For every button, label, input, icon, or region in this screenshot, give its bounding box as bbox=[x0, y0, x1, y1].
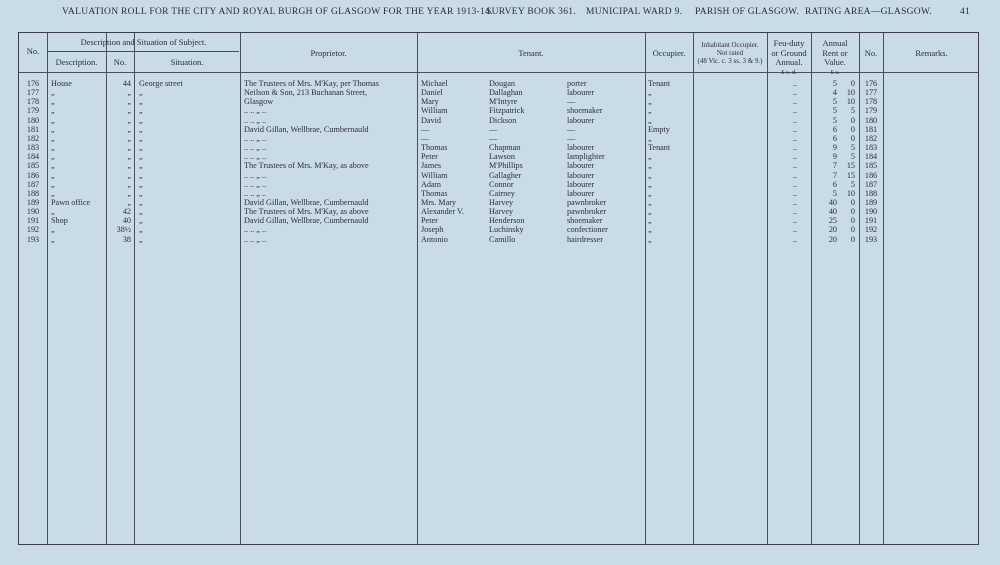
cell-l: 40 bbox=[828, 197, 837, 207]
cell-t1: Peter bbox=[421, 216, 438, 226]
cell-feu: .. bbox=[792, 106, 797, 116]
cell-t2: Camillo bbox=[489, 234, 516, 244]
cell-num: 38 bbox=[122, 234, 131, 244]
col-occupier: Occupier. bbox=[652, 48, 686, 58]
cell-no3: 182 bbox=[864, 133, 878, 143]
cell-no: 184 bbox=[26, 152, 40, 162]
cell-occ: „ bbox=[648, 197, 652, 207]
cell-no: 189 bbox=[26, 197, 40, 207]
cell-l: 9 bbox=[832, 143, 837, 153]
cell-no: 179 bbox=[26, 106, 40, 116]
cell-l: 25 bbox=[828, 216, 837, 226]
cell-desc: House bbox=[51, 79, 72, 88]
cell-sit: „ bbox=[139, 234, 143, 244]
cell-l: 20 bbox=[828, 234, 837, 244]
cell-t2: Harvey bbox=[489, 207, 514, 217]
cell-feu: .. bbox=[792, 143, 797, 153]
cell-no: 177 bbox=[26, 88, 40, 98]
cell-s: 0 bbox=[850, 133, 855, 143]
cell-s: 15 bbox=[846, 170, 855, 180]
cell-no3: 176 bbox=[864, 79, 878, 88]
cell-occ: Empty bbox=[648, 124, 670, 134]
cell-s: 5 bbox=[850, 143, 855, 153]
cell-feu: .. bbox=[792, 97, 797, 107]
cell-desc: „ bbox=[51, 133, 55, 143]
cell-s: 15 bbox=[846, 161, 855, 171]
cell-prop: .. .. „ .. bbox=[244, 133, 267, 143]
cell-sit: „ bbox=[139, 88, 143, 98]
cell-t2: — bbox=[489, 124, 498, 134]
cell-no3: 193 bbox=[864, 234, 878, 244]
cell-no3: 180 bbox=[864, 115, 878, 125]
cell-s: 10 bbox=[846, 88, 855, 98]
cell-desc: „ bbox=[51, 188, 55, 198]
cell-t2: Lawson bbox=[489, 152, 515, 162]
cell-s: 0 bbox=[850, 124, 855, 134]
cell-l: 5 bbox=[832, 115, 837, 125]
cell-prop: The Trustees of Mrs. M'Kay, as above bbox=[244, 207, 369, 217]
municipal-ward: MUNICIPAL WARD 9. bbox=[586, 7, 683, 17]
cell-feu: .. bbox=[792, 188, 797, 198]
cell-feu: .. bbox=[792, 124, 797, 134]
cell-feu: .. bbox=[792, 234, 797, 244]
feu-line-1: Feu-duty bbox=[773, 38, 805, 48]
cell-prop: David Gillan, Wellbrae, Cumbernauld bbox=[244, 216, 369, 226]
cell-t1: William bbox=[421, 106, 448, 116]
feu-line-3: Annual. bbox=[775, 57, 803, 67]
cell-occ: „ bbox=[648, 88, 652, 98]
cell-desc: Shop bbox=[51, 216, 68, 226]
col-situation: Situation. bbox=[170, 57, 204, 67]
cell-l: 6 bbox=[832, 124, 837, 134]
cell-t1: Thomas bbox=[421, 188, 448, 198]
cell-num: 40 bbox=[122, 216, 131, 226]
cell-desc: „ bbox=[51, 124, 55, 134]
feu-lsd: £ s. d. bbox=[781, 68, 797, 76]
cell-l: 5 bbox=[832, 188, 837, 198]
cell-desc: „ bbox=[51, 225, 55, 235]
cell-t2: Fitzpatrick bbox=[489, 106, 525, 116]
cell-t3: pawnbroker bbox=[567, 207, 607, 217]
cell-desc: „ bbox=[51, 88, 55, 98]
cell-num: „ bbox=[127, 88, 131, 98]
cell-prop: .. .. „ .. bbox=[244, 143, 267, 153]
cell-occ: „ bbox=[648, 234, 652, 244]
cell-desc: „ bbox=[51, 179, 55, 189]
cell-sit: „ bbox=[139, 106, 143, 116]
col-description-group: Description and Situation of Subject. bbox=[80, 37, 207, 47]
cell-num: „ bbox=[127, 197, 131, 207]
cell-t3: shoemaker bbox=[567, 106, 603, 116]
cell-s: 0 bbox=[850, 207, 855, 217]
cell-no3: 188 bbox=[864, 188, 878, 198]
inhabitant-line-3: (48 Vic. c. 3 ss. 3 & 9.) bbox=[697, 57, 763, 65]
cell-no3: 181 bbox=[864, 124, 878, 134]
cell-s: 0 bbox=[850, 79, 855, 88]
cell-s: 5 bbox=[850, 106, 855, 116]
rent-line-1: Annual bbox=[822, 38, 848, 48]
cell-l: 5 bbox=[832, 106, 837, 116]
cell-t1: — bbox=[421, 124, 430, 134]
cell-no3: 189 bbox=[864, 197, 878, 207]
cell-no: 186 bbox=[26, 170, 40, 180]
cell-sit: „ bbox=[139, 207, 143, 217]
cell-feu: .. bbox=[792, 197, 797, 207]
cell-t3: — bbox=[567, 124, 576, 134]
cell-num: „ bbox=[127, 179, 131, 189]
cell-t3: lamplighter bbox=[567, 152, 605, 162]
cell-s: 10 bbox=[846, 97, 855, 107]
inhabitant-line-1: Inhabitant Occupier. bbox=[701, 41, 759, 49]
roll-title: VALUATION ROLL FOR THE CITY AND ROYAL BURGH OF GLASGOW FOR THE YEAR 1913-14. bbox=[62, 7, 493, 17]
cell-occ: „ bbox=[648, 97, 652, 107]
cell-occ: „ bbox=[648, 179, 652, 189]
cell-no3: 186 bbox=[864, 170, 878, 180]
cell-t2: Connor bbox=[489, 179, 514, 189]
cell-sit: „ bbox=[139, 133, 143, 143]
cell-prop: .. .. „ .. bbox=[244, 225, 267, 235]
cell-prop: .. .. „ .. bbox=[244, 152, 267, 162]
cell-s: 0 bbox=[850, 225, 855, 235]
cell-sit: George street bbox=[139, 79, 183, 88]
feu-line-2: or Ground bbox=[771, 47, 807, 58]
page-number: 41 bbox=[960, 7, 971, 17]
cell-desc: „ bbox=[51, 97, 55, 107]
cell-l: 7 bbox=[832, 161, 837, 171]
cell-num: 44 bbox=[122, 79, 131, 88]
cell-t1: Antonio bbox=[421, 234, 448, 244]
cell-l: 4 bbox=[832, 88, 837, 98]
cell-no: 190 bbox=[26, 207, 40, 217]
cell-desc: „ bbox=[51, 170, 55, 180]
col-feu-duty bbox=[767, 39, 811, 77]
cell-t1: — bbox=[421, 133, 430, 143]
cell-prop: The Trustees of Mrs. M'Kay, as above bbox=[244, 161, 369, 171]
cell-no: 181 bbox=[26, 124, 40, 134]
cell-l: 6 bbox=[832, 179, 837, 189]
cell-feu: .. bbox=[792, 88, 797, 98]
cell-t1: David bbox=[421, 115, 442, 125]
cell-num: „ bbox=[127, 124, 131, 134]
cell-occ: „ bbox=[648, 225, 652, 235]
survey-book: SURVEY BOOK 361. bbox=[486, 7, 576, 17]
cell-feu: .. bbox=[792, 207, 797, 217]
cell-desc: Pawn office bbox=[51, 197, 91, 207]
cell-t2: Gallagher bbox=[489, 170, 522, 180]
cell-no3: 177 bbox=[864, 88, 878, 98]
cell-l: 5 bbox=[832, 79, 837, 88]
cell-desc: „ bbox=[51, 234, 55, 244]
cell-t1: Adam bbox=[421, 179, 442, 189]
cell-no3: 183 bbox=[864, 143, 878, 153]
rating-area: RATING AREA—GLASGOW. bbox=[805, 7, 933, 17]
cell-no: 191 bbox=[26, 216, 40, 226]
cell-no: 180 bbox=[26, 115, 40, 125]
cell-t3: labourer bbox=[567, 88, 595, 98]
cell-no: 187 bbox=[26, 179, 40, 189]
cell-no3: 184 bbox=[864, 152, 878, 162]
cell-num: „ bbox=[127, 106, 131, 116]
cell-t2: Dallaghan bbox=[489, 88, 523, 98]
parish: PARISH OF GLASGOW. bbox=[695, 7, 800, 17]
cell-num: „ bbox=[127, 188, 131, 198]
cell-no: 176 bbox=[26, 79, 40, 88]
cell-no: 185 bbox=[26, 161, 40, 171]
cell-desc: „ bbox=[51, 161, 55, 171]
col-description: Description. bbox=[55, 57, 98, 67]
cell-desc: „ bbox=[51, 207, 55, 217]
cell-prop: David Gillan, Wellbrae, Cumbernauld bbox=[244, 124, 369, 134]
cell-t2: — bbox=[489, 133, 498, 143]
cell-feu: .. bbox=[792, 133, 797, 143]
cell-s: 10 bbox=[846, 188, 855, 198]
cell-t3: — bbox=[567, 97, 576, 107]
cell-occ: „ bbox=[648, 170, 652, 180]
cell-desc: „ bbox=[51, 115, 55, 125]
cell-t2: M'Intyre bbox=[489, 97, 518, 107]
cell-occ: „ bbox=[648, 106, 652, 116]
cell-feu: .. bbox=[792, 161, 797, 171]
cell-t1: William bbox=[421, 170, 448, 180]
cell-desc: „ bbox=[51, 106, 55, 116]
cell-t1: Peter bbox=[421, 152, 438, 162]
cell-l: 6 bbox=[832, 133, 837, 143]
cell-t3: porter bbox=[567, 79, 587, 88]
cell-t2: Chapman bbox=[489, 143, 521, 153]
cell-t3: labourer bbox=[567, 188, 595, 198]
cell-s: 0 bbox=[850, 115, 855, 125]
cell-no3: 192 bbox=[864, 225, 878, 235]
cell-sit: „ bbox=[139, 225, 143, 235]
cell-t3: labourer bbox=[567, 179, 595, 189]
cell-no3: 191 bbox=[864, 216, 878, 226]
cell-t2: Dickson bbox=[489, 115, 517, 125]
cell-t1: Mary bbox=[421, 97, 439, 107]
cell-occ: „ bbox=[648, 133, 652, 143]
cell-prop: The Trustees of Mrs. M'Kay, per Thomas bbox=[244, 79, 379, 88]
col-inhabitant-occupier bbox=[693, 41, 767, 65]
cell-l: 20 bbox=[828, 225, 837, 235]
cell-t2: Henderson bbox=[489, 216, 525, 226]
cell-t1: Alexander V. bbox=[421, 207, 464, 217]
cell-num: 42 bbox=[122, 207, 131, 217]
cell-num: „ bbox=[127, 161, 131, 171]
cell-t2: Cairney bbox=[489, 188, 515, 198]
cell-t2: Harvey bbox=[489, 197, 514, 207]
cell-prop: .. .. „ .. bbox=[244, 115, 267, 125]
valuation-table bbox=[18, 32, 979, 545]
col-no: No. bbox=[26, 46, 40, 56]
cell-occ: „ bbox=[648, 161, 652, 171]
rent-line-2: Rent or bbox=[822, 47, 848, 58]
col-tenant: Tenant. bbox=[518, 48, 544, 58]
cell-prop: .. .. „ .. bbox=[244, 188, 267, 198]
inhabitant-line-2: Not rated bbox=[716, 49, 744, 57]
cell-l: 7 bbox=[832, 170, 837, 180]
cell-l: 9 bbox=[832, 152, 837, 162]
cell-s: 0 bbox=[850, 234, 855, 244]
cell-sit: „ bbox=[139, 152, 143, 162]
cell-sit: „ bbox=[139, 115, 143, 125]
cell-prop: Glasgow bbox=[244, 97, 274, 107]
cell-sit: „ bbox=[139, 161, 143, 171]
cell-t2: Luchinsky bbox=[489, 225, 524, 235]
cell-t3: labourer bbox=[567, 143, 595, 153]
cell-t3: pawnbroker bbox=[567, 197, 607, 207]
col-remarks: Remarks. bbox=[915, 48, 948, 58]
cell-feu: .. bbox=[792, 216, 797, 226]
cell-prop: .. .. „ .. bbox=[244, 106, 267, 116]
cell-occ: Tenant bbox=[648, 143, 671, 153]
cell-s: 0 bbox=[850, 197, 855, 207]
cell-t3: shoemaker bbox=[567, 216, 603, 226]
cell-no: 193 bbox=[26, 234, 40, 244]
cell-t2: Dougan bbox=[489, 79, 515, 88]
col-number: No. bbox=[113, 57, 127, 67]
cell-feu: .. bbox=[792, 170, 797, 180]
cell-t1: Mrs. Mary bbox=[421, 197, 457, 207]
cell-occ: „ bbox=[648, 152, 652, 162]
cell-prop: .. .. „ .. bbox=[244, 179, 267, 189]
cell-sit: „ bbox=[139, 197, 143, 207]
cell-sit: „ bbox=[139, 216, 143, 226]
cell-no: 182 bbox=[26, 133, 40, 143]
cell-no: 178 bbox=[26, 97, 40, 107]
rent-ls: £ s. bbox=[830, 68, 840, 76]
cell-no: 192 bbox=[26, 225, 40, 235]
cell-sit: „ bbox=[139, 170, 143, 180]
cell-sit: „ bbox=[139, 124, 143, 134]
cell-no3: 178 bbox=[864, 97, 878, 107]
cell-prop: .. .. „ .. bbox=[244, 170, 267, 180]
cell-feu: .. bbox=[792, 179, 797, 189]
cell-t1: James bbox=[421, 161, 442, 171]
cell-num: „ bbox=[127, 143, 131, 153]
cell-desc: „ bbox=[51, 143, 55, 153]
cell-feu: .. bbox=[792, 115, 797, 125]
cell-t1: Joseph bbox=[421, 225, 444, 235]
cell-occ: „ bbox=[648, 115, 652, 125]
cell-no3: 190 bbox=[864, 207, 878, 217]
col-proprietor: Proprietor. bbox=[310, 48, 347, 58]
col-no-right: No. bbox=[864, 48, 878, 58]
page-header bbox=[0, 7, 1000, 23]
cell-l: 40 bbox=[828, 207, 837, 217]
cell-t3: hairdresser bbox=[567, 234, 603, 244]
cell-occ: Tenant bbox=[648, 79, 671, 88]
cell-prop: .. .. „ .. bbox=[244, 234, 267, 244]
cell-t1: Michael bbox=[421, 79, 448, 88]
cell-t3: labourer bbox=[567, 115, 595, 125]
cell-prop: Neilson & Son, 213 Buchanan Street, bbox=[244, 88, 368, 98]
cell-no3: 187 bbox=[864, 179, 878, 189]
cell-sit: „ bbox=[139, 143, 143, 153]
cell-prop: David Gillan, Wellbrae, Cumbernauld bbox=[244, 197, 369, 207]
cell-sit: „ bbox=[139, 188, 143, 198]
cell-no3: 185 bbox=[864, 161, 878, 171]
cell-num: „ bbox=[127, 115, 131, 125]
cell-t2: M'Phillips bbox=[489, 161, 523, 171]
cell-s: 5 bbox=[850, 152, 855, 162]
cell-no: 183 bbox=[26, 143, 40, 153]
cell-occ: „ bbox=[648, 216, 652, 226]
cell-desc: „ bbox=[51, 152, 55, 162]
col-annual-rent bbox=[811, 39, 859, 77]
cell-t1: Thomas bbox=[421, 143, 448, 153]
cell-feu: .. bbox=[792, 225, 797, 235]
cell-t3: confectioner bbox=[567, 225, 608, 235]
cell-t3: — bbox=[567, 133, 576, 143]
cell-sit: „ bbox=[139, 179, 143, 189]
cell-num: „ bbox=[127, 133, 131, 143]
cell-t3: labourer bbox=[567, 170, 595, 180]
cell-occ: „ bbox=[648, 207, 652, 217]
cell-num: „ bbox=[127, 152, 131, 162]
cell-t3: labourer bbox=[567, 161, 595, 171]
rent-line-3: Value. bbox=[824, 57, 846, 67]
cell-num: 38½ bbox=[116, 225, 131, 235]
cell-t1: Daniel bbox=[421, 88, 443, 98]
cell-l: 5 bbox=[832, 97, 837, 107]
cell-feu: .. bbox=[792, 152, 797, 162]
cell-no3: 179 bbox=[864, 106, 878, 116]
cell-num: „ bbox=[127, 170, 131, 180]
cell-sit: „ bbox=[139, 97, 143, 107]
cell-no: 188 bbox=[26, 188, 40, 198]
cell-s: 0 bbox=[850, 216, 855, 226]
cell-num: „ bbox=[127, 97, 131, 107]
cell-feu: .. bbox=[792, 79, 797, 88]
cell-occ: „ bbox=[648, 188, 652, 198]
cell-s: 5 bbox=[850, 179, 855, 189]
